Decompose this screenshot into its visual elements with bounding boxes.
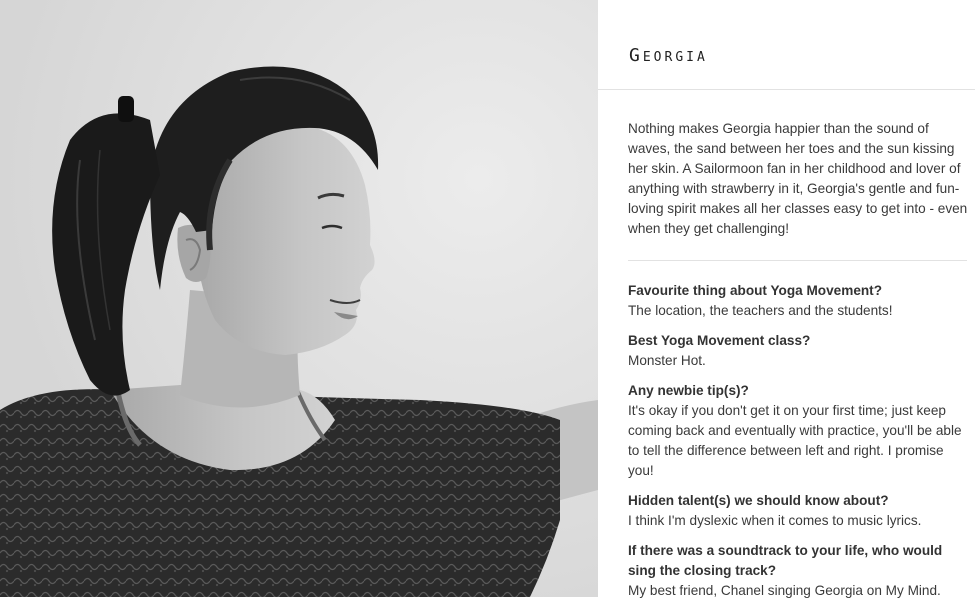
profile-panel <box>598 0 975 606</box>
qa-question: Hidden talent(s) we should know about? <box>628 493 889 508</box>
profile-header <box>598 0 975 90</box>
qa-question: Favourite thing about Yoga Movement? <box>628 283 883 298</box>
qa-item <box>628 331 970 371</box>
qa-question: Any newbie tip(s)? <box>628 383 749 398</box>
qa-answer: It's okay if you don't get it on your first time; just keep coming back and eventually with practice, you'll be able to tell the difference between left and right. I promise you! <box>628 403 962 478</box>
qa-answer: I think I'm dyslexic when it comes to music lyrics. <box>628 513 922 528</box>
instructor-name: Georgia <box>629 45 708 66</box>
qa-question: Best Yoga Movement class? <box>628 333 811 348</box>
qa-item <box>628 381 970 481</box>
qa-answer: Monster Hot. <box>628 353 706 368</box>
qa-item <box>628 281 970 321</box>
instructor-bio: Nothing makes Georgia happier than the sound of waves, the sand between her toes and the sun kissing her skin. A Sailormoon fan in her childhood and lover of anything with strawberry in it, Georgia's gentle and fun-loving spirit makes all her classes easy to get into - even when they get challenging! <box>628 121 968 236</box>
qa-item <box>628 541 970 601</box>
qa-answer: The location, the teachers and the students! <box>628 303 893 318</box>
qa-answer: My best friend, Chanel singing Georgia on My Mind. <box>628 583 941 598</box>
qa-list <box>628 281 970 606</box>
qa-question: If there was a soundtrack to your life, who would sing the closing track? <box>628 543 943 578</box>
qa-item <box>628 491 970 531</box>
section-divider <box>628 260 967 261</box>
